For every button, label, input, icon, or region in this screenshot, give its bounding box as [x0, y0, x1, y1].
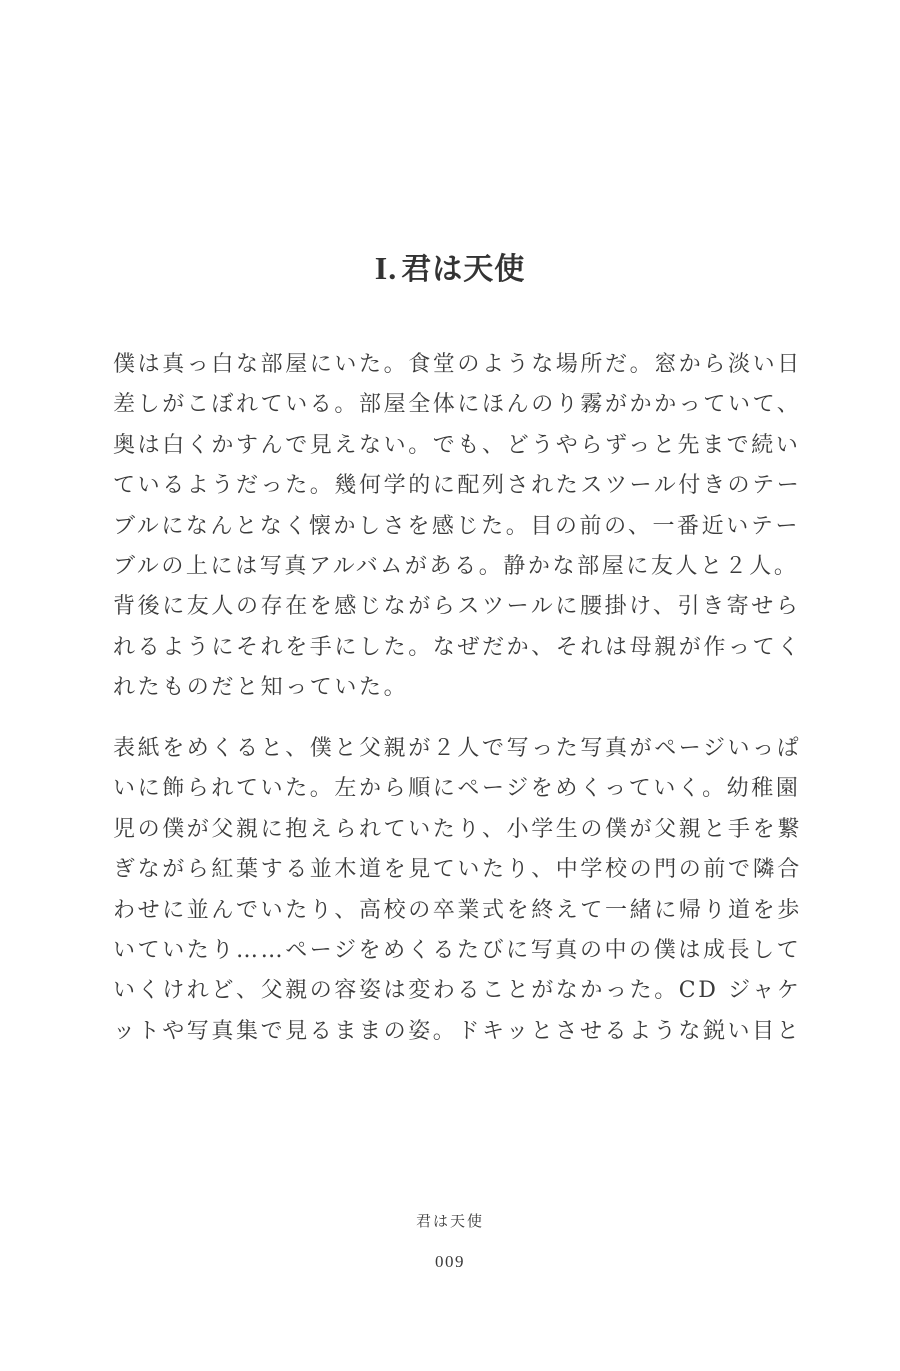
text-line: 僕は真っ白な部屋にいた。食堂のような場所だ。窓から淡い日	[113, 352, 802, 377]
text-line: ブルになんとなく懐かしさを感じた。目の前の、一番近いテー	[113, 513, 801, 539]
text-line: ているようだった。幾何学的に配列されたスツール付きのテー	[113, 473, 802, 499]
text-line: いていたり……ページをめくるたびに写真の中の僕は成長して	[113, 937, 802, 963]
text-line: 奥は白くかすんで見えない。でも、どうやらずっと先まで続い	[113, 432, 801, 458]
text-line: ブルの上には写真アルバムがある。静かな部屋に友人と２人。	[113, 553, 799, 579]
page-number: 009	[435, 1252, 465, 1271]
text-line: いくけれど、父親の容姿は変わることがなかった。CD ジャケ	[113, 978, 802, 1004]
text-line: れるようにそれを手にした。なぜだか、それは母親が作ってく	[113, 634, 802, 660]
text-line: 表紙をめくると、僕と父親が２人で写った写真がページいっぱ	[113, 736, 802, 761]
text-line: わせに並んでいたり、高校の卒業式を終えて一緒に帰り道を歩	[113, 897, 802, 923]
running-title: 君は天使	[415, 1212, 484, 1230]
text-line: れたものだと知っていた。	[113, 675, 409, 701]
text-line: ットや写真集で見るままの姿。ドキッとさせるような鋭い目と	[113, 1018, 802, 1044]
chapter-title-text: 君は天使	[401, 252, 526, 288]
text-line: 差しがこぼれている。部屋全体にほんのり霧がかかっていて、	[113, 392, 802, 418]
text-line: いに飾られていた。左から順にページをめくっていく。幼稚園	[113, 776, 801, 802]
text-line: ぎながら紅葉する並木道を見ていたり、中学校の門の前で隣合	[113, 857, 802, 883]
chapter-title	[0, 248, 900, 290]
paragraph-1	[113, 345, 802, 709]
text-line: 児の僕が父親に抱えられていたり、小学生の僕が父親と手を繋	[113, 816, 802, 842]
paragraph-2	[113, 729, 802, 1052]
text-line: 背後に友人の存在を感じながらスツールに腰掛け、引き寄せら	[113, 594, 801, 620]
chapter-number: I.	[374, 250, 398, 287]
